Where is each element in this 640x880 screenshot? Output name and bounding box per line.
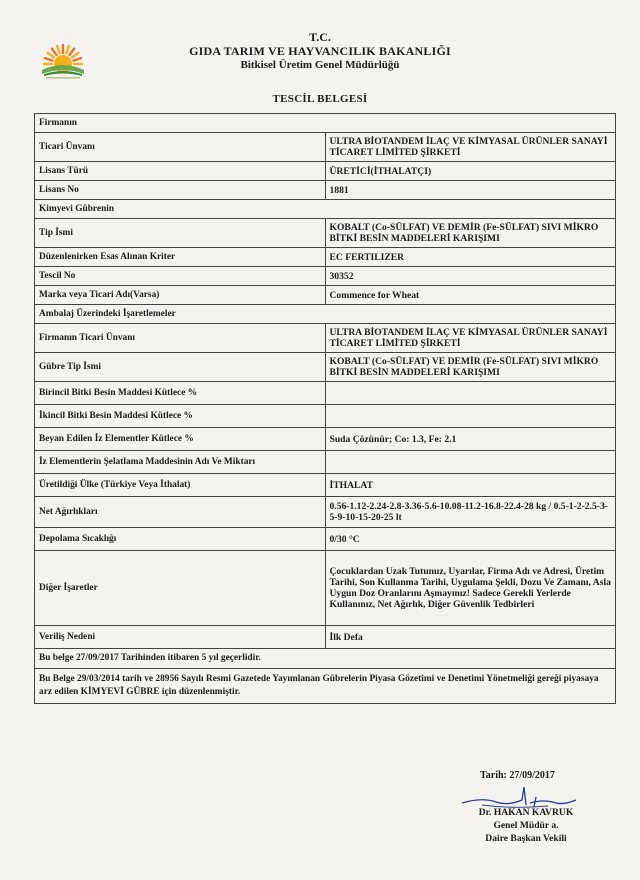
note-text: Bu Belge 29/03/2014 tarih ve 28956 Sayılı Resmi Gazetede Yayımlanan Gübrelerin Piyasa Gözetimi ve Denetimi Yönetmeliği gereği piyasaya arz edilen KİMYEVİ GÜBRE için düzenlenmiştir. <box>35 669 616 704</box>
field-label: Net Ağırlıkları <box>35 497 326 528</box>
field-row <box>35 497 616 528</box>
signature-block <box>456 806 596 845</box>
field-label: Lisans No <box>35 181 326 200</box>
field-value: KOBALT (Co-SÜLFAT) VE DEMİR (Fe-SÜLFAT) SIVI MİKRO BİTKİ BESİN MADDELERİ KARIŞIMI <box>325 219 616 248</box>
field-value: ÜRETİCİ(İTHALATÇI) <box>325 162 616 181</box>
field-row <box>35 324 616 353</box>
field-row <box>35 219 616 248</box>
signer-title-1: Genel Müdür a. <box>493 820 559 831</box>
field-label: Üretildiği Ülke (Türkiye Veya İthalat) <box>35 474 326 497</box>
field-value <box>325 451 616 474</box>
field-value: İTHALAT <box>325 474 616 497</box>
signer-title-2: Daire Başkan Vekili <box>485 833 567 844</box>
field-row <box>35 428 616 451</box>
field-label: Ticari Ünvanı <box>35 133 326 162</box>
section-row <box>35 200 616 219</box>
field-value: Suda Çözünür; Co: 1.3, Fe: 2.1 <box>325 428 616 451</box>
section-row <box>35 305 616 324</box>
field-label: Beyan Edilen İz Elementler Kütlece % <box>35 428 326 451</box>
section-heading: Ambalaj Üzerindeki İşaretlemeler <box>35 305 616 324</box>
field-label: Veriliş Nedeni <box>35 626 326 649</box>
field-value: 1881 <box>325 181 616 200</box>
field-label: Tescil No <box>35 267 326 286</box>
section-heading: Firmanın <box>35 114 616 133</box>
field-row <box>35 353 616 382</box>
field-row <box>35 474 616 497</box>
field-row <box>35 551 616 626</box>
field-row <box>35 286 616 305</box>
header-line-tc: T.C. <box>309 30 331 44</box>
field-value: ULTRA BİOTANDEM İLAÇ VE KİMYASAL ÜRÜNLER SANAYİ TİCARET LİMİTED ŞİRKETİ <box>325 324 616 353</box>
field-label: Marka veya Ticari Adı(Varsa) <box>35 286 326 305</box>
signer-name: Dr. HAKAN KAVRUK <box>478 807 574 818</box>
field-label: Depolama Sıcaklığı <box>35 528 326 551</box>
header-directorate-name: Bitkisel Üretim Genel Müdürlüğü <box>240 59 400 71</box>
field-label: İz Elementlerin Şelatlama Maddesinin Adı Ve Miktarı <box>35 451 326 474</box>
field-label: Tip İsmi <box>35 219 326 248</box>
field-row <box>35 162 616 181</box>
field-value: 0/30 °C <box>325 528 616 551</box>
field-row <box>35 405 616 428</box>
field-row <box>35 181 616 200</box>
field-row <box>35 626 616 649</box>
field-value: ULTRA BİOTANDEM İLAÇ VE KİMYASAL ÜRÜNLER SANAYİ TİCARET LİMİTED ŞİRKETİ <box>325 133 616 162</box>
note-text: Bu belge 27/09/2017 Tarihinden itibaren 5 yıl geçerlidir. <box>35 649 616 669</box>
field-row <box>35 267 616 286</box>
field-row <box>35 528 616 551</box>
field-value: 0.56-1.12-2.24-2.8-3.36-5.6-10.08-11.2-16.8-22.4-28 kg / 0.5-1-2-2.5-3-5-9-10-15-20-25 lt <box>325 497 616 528</box>
field-value: KOBALT (Co-SÜLFAT) VE DEMİR (Fe-SÜLFAT) SIVI MİKRO BİTKİ BESİN MADDELERİ KARIŞIMI <box>325 353 616 382</box>
document-header <box>0 30 640 72</box>
section-heading: Kimyevi Gübrenin <box>35 200 616 219</box>
note-row <box>35 669 616 704</box>
registration-table <box>34 113 616 704</box>
field-row <box>35 451 616 474</box>
field-value: Çocuklardan Uzak Tutunuz, Uyarılar, Firma Adı ve Adresi, Üretim Tarihi, Son Kullanma Tarihi, Uygulama Şekli, Dozu Ve Zamanı, Asla Uygun Doz Oranlarını Aşmayınız! Sadece Gerekli Yerlerde Kullanınız, Net Ağırlık, Diğer Güvenlik Tedbirleri <box>325 551 616 626</box>
field-row <box>35 133 616 162</box>
field-label: Gübre Tip İsmi <box>35 353 326 382</box>
field-value: 30352 <box>325 267 616 286</box>
section-row <box>35 114 616 133</box>
note-row <box>35 649 616 669</box>
document-title: TESCİL BELGESİ <box>272 93 368 105</box>
issue-date: Tarih: 27/09/2017 <box>480 770 555 781</box>
header-ministry-name: GIDA TARIM VE HAYVANCILIK BAKANLIĞI <box>189 44 451 58</box>
field-value <box>325 382 616 405</box>
field-value: Commence for Wheat <box>325 286 616 305</box>
field-label: Firmanın Ticari Ünvanı <box>35 324 326 353</box>
field-value: EC FERTILIZER <box>325 248 616 267</box>
field-row <box>35 382 616 405</box>
field-row <box>35 248 616 267</box>
field-value <box>325 405 616 428</box>
field-label: Lisans Türü <box>35 162 326 181</box>
field-label: Düzenlenirken Esas Alınan Kriter <box>35 248 326 267</box>
field-value: İlk Defa <box>325 626 616 649</box>
field-label: Diğer İşaretler <box>35 551 326 626</box>
field-label: Birincil Bitki Besin Maddesi Kütlece % <box>35 382 326 405</box>
field-label: İkincil Bitki Besin Maddesi Kütlece % <box>35 405 326 428</box>
